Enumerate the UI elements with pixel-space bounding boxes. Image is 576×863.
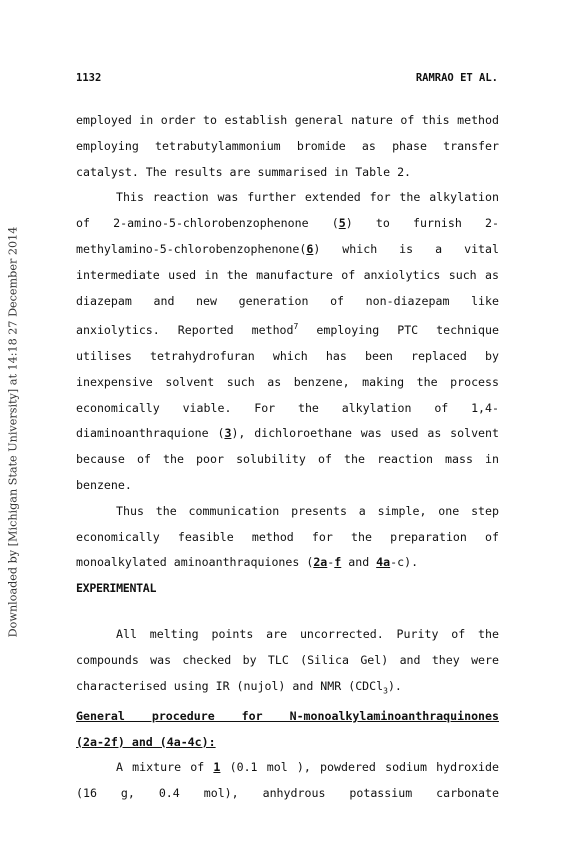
procedure-heading-compounds: (2a-2f) and (4a-4c): xyxy=(76,734,216,749)
paragraph-alkylation xyxy=(76,185,499,498)
article-body xyxy=(76,108,499,807)
compound-ref: 1 xyxy=(213,760,221,775)
paragraph-text: ) which is a vital intermediate used in the manufacture of anxiolytics such as diazepam and new generation of non-diazepam like anxiolytics. Reported method xyxy=(76,241,499,338)
compound-ref: 4a xyxy=(376,555,391,570)
paragraph-text: ), dichloroethane was used as solvent because of the poor solubility of the reaction mass in benzene. xyxy=(76,426,499,493)
paragraph-summary xyxy=(76,499,499,576)
paragraph-results: employed in order to establish general nature of this method employing tetrabutylammonium bromide as phase transfer catalyst. The results are summarised in Table 2. xyxy=(76,113,499,179)
section-gap xyxy=(76,602,499,622)
procedure-heading: General procedure for N-monoalkylaminoanthraquinones xyxy=(76,708,499,723)
running-head: RAMRAO ET AL. xyxy=(415,72,498,84)
paragraph-methods xyxy=(76,622,499,704)
paragraph-text: - xyxy=(327,555,335,570)
paragraph-text: ). xyxy=(387,678,402,693)
download-watermark xyxy=(0,0,30,863)
citation-ref: 7 xyxy=(293,322,299,332)
compound-ref: 3 xyxy=(224,426,232,441)
compound-ref: 6 xyxy=(306,241,314,256)
paragraph-text: ) to furnish 2-methylamino-5-chlorobenzophenone( xyxy=(76,216,500,256)
paragraph-text: -c). xyxy=(390,555,419,570)
paragraph-text: A mixture of xyxy=(116,760,214,775)
paragraph-text: This reaction was further extended for the alkylation of 2-amino-5-chlorobenzophenone ( xyxy=(76,190,499,231)
experimental-heading: EXPERIMENTAL xyxy=(76,581,157,596)
paragraph-text: (0.1 mol ), powdered sodium hydroxide (16 g, 0.4 mol), anhydrous potassium carbonate xyxy=(76,760,499,801)
subscript: 3 xyxy=(383,685,388,695)
paragraph-text: and xyxy=(341,555,377,570)
page-number: 1132 xyxy=(76,72,102,84)
compound-ref: 5 xyxy=(338,216,346,231)
paragraph-text: Thus the communication presents a simple, one step economically feasible method for the preparation of monoalkylated aminoanthraquiones ( xyxy=(76,503,499,570)
compound-ref: f xyxy=(334,555,342,570)
download-watermark-text: Downloaded by [Michigan State University] at 14:18 27 December 2014 xyxy=(6,226,20,638)
paragraph-text: All melting points are uncorrected. Purity of the compounds was checked by TLC (Silica Gel) and they were characterised using IR (nujol) and NMR (CDCl xyxy=(76,627,499,693)
compound-ref: 2a xyxy=(313,555,328,570)
paragraph-text: employing PTC technique utilises tetrahydrofuran which has been replaced by inexpensive solvent such as benzene, making the process economically viable. For the alkylation of 1,4-diaminoanthraquione ( xyxy=(76,323,499,441)
paragraph-procedure xyxy=(76,755,499,807)
